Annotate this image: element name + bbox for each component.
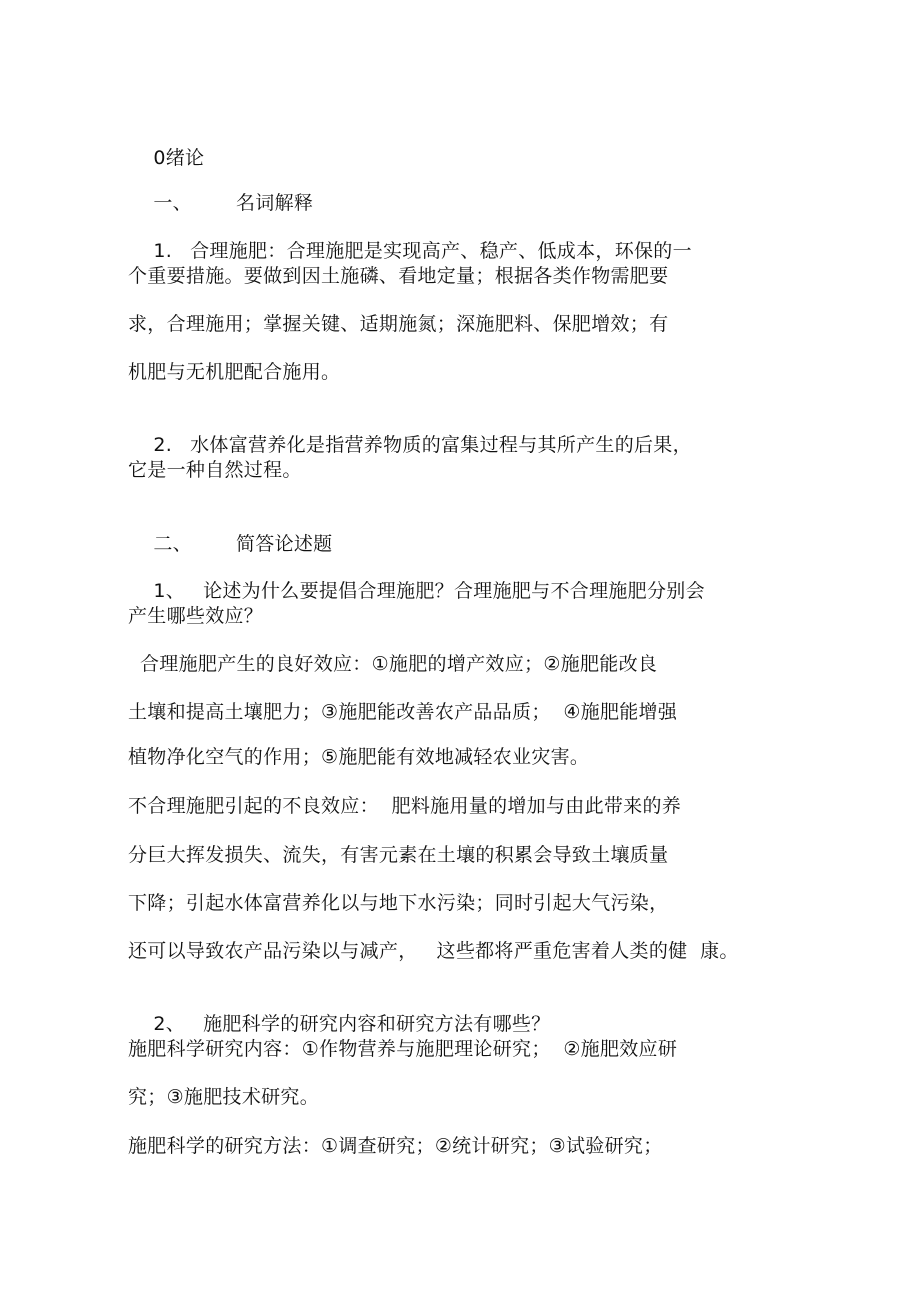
question-1-line-2: 产生哪些效应？ — [128, 605, 264, 627]
question-2-number: 2、 — [153, 1013, 186, 1035]
bad-effects-line-1: 不合理施肥引起的不良效应： 肥料施用量的增加与由此带来的养 — [128, 795, 682, 817]
question-1-text: 论述为什么要提倡合理施肥？合理施肥与不合理施肥分别会 — [203, 580, 705, 602]
term-1-line-4: 机肥与无机肥配合施用。 — [128, 361, 341, 383]
section-2-number: 二、 — [153, 533, 192, 555]
term-2-text: 水体富营养化是指营养物质的富集过程与其所产生的后果， — [190, 434, 692, 456]
good-effects-line-2: 土壤和提高土壤肥力；③施肥能改善农产品品质； ④施肥能增强 — [128, 701, 678, 723]
chapter-title-text: 0绪论 — [153, 147, 205, 169]
term-2-line-2: 它是一种自然过程。 — [128, 459, 302, 481]
section-1-title: 名词解释 — [235, 192, 314, 214]
section-2-title: 简答论述题 — [235, 533, 333, 555]
term-1-line-2: 个重要措施。要做到因土施磷、看地定量；根据各类作物需肥要 — [128, 265, 669, 287]
question-2-text: 施肥科学的研究内容和研究方法有哪些？ — [203, 1013, 551, 1035]
good-effects-line-1: 合理施肥产生的良好效应：①施肥的增产效应；②施肥能改良 — [140, 653, 658, 675]
research-content-line-2: 究；③施肥技术研究。 — [128, 1086, 320, 1108]
term-1-text: 合理施肥：合理施肥是实现高产、稳产、低成本，环保的一 — [190, 240, 692, 262]
bad-effects-line-4: 还可以导致农产品污染以与减产， 这些都将严重危害着人类的健 康。 — [128, 940, 739, 962]
term-1-number: 1. — [153, 240, 173, 262]
question-1-number: 1、 — [153, 580, 186, 602]
term-2-number: 2. — [153, 434, 173, 456]
research-content-line-1: 施肥科学研究内容：①作物营养与施肥理论研究； ②施肥效应研 — [128, 1038, 678, 1060]
good-effects-line-3: 植物净化空气的作用；⑤施肥能有效地减轻农业灾害。 — [128, 746, 590, 768]
term-1-line-3: 求，合理施用；掌握关键、适期施氮；深施肥料、保肥增效；有 — [128, 313, 669, 335]
bad-effects-line-3: 下降；引起水体富营养化以与地下水污染；同时引起大气污染， — [128, 892, 669, 914]
research-methods-line: 施肥科学的研究方法：①调查研究；②统计研究；③试验研究； — [128, 1135, 663, 1157]
bad-effects-line-2: 分巨大挥发损失、流失，有害元素在土壤的积累会导致土壤质量 — [128, 844, 669, 866]
section-1-number: 一、 — [153, 192, 192, 214]
